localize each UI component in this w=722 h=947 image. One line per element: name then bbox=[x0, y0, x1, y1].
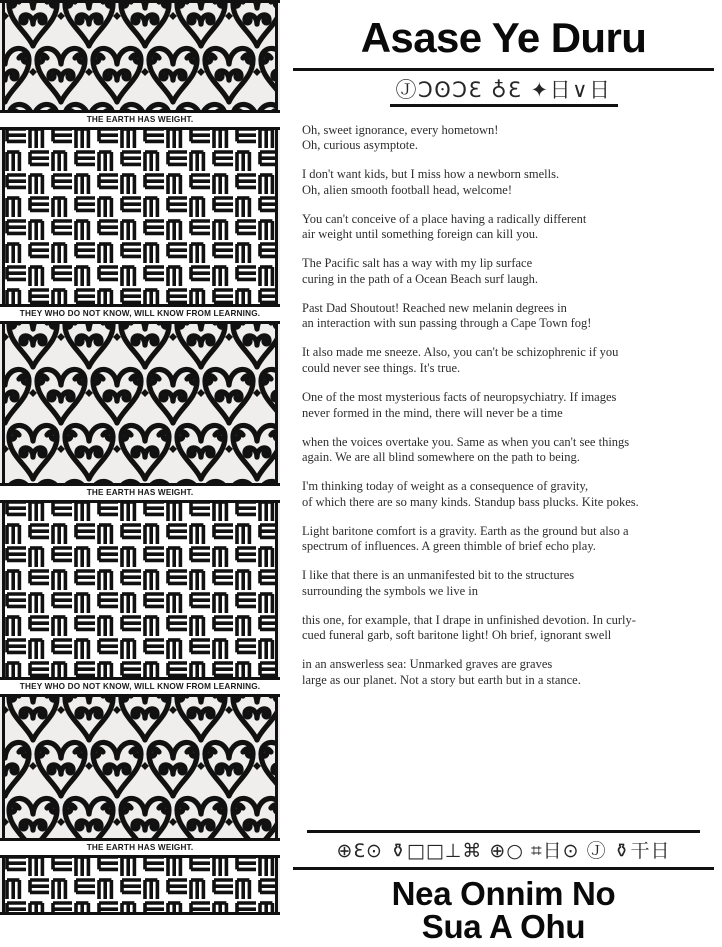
panel-right-rule bbox=[275, 858, 278, 912]
poem-line: never formed in the mind, there will never be a time bbox=[302, 405, 563, 420]
poem-stanza bbox=[302, 167, 706, 198]
poem-line: Oh, alien smooth football head, welcome! bbox=[302, 182, 513, 197]
pattern-panel-asase-ye-duru bbox=[0, 694, 280, 841]
pattern-caption: THEY WHO DO NOT KNOW, WILL KNOW FROM LEARNING. bbox=[19, 682, 261, 691]
poem-line: The Pacific salt has a way with my lip surface bbox=[302, 256, 533, 271]
panel-left-rule bbox=[2, 697, 5, 838]
pattern-caption: THE EARTH HAS WEIGHT. bbox=[86, 115, 194, 124]
asase-ye-duru-pattern-icon bbox=[5, 3, 275, 110]
poem-stanza bbox=[302, 212, 706, 243]
poem-line: You can't conceive of a place having a radically different bbox=[302, 211, 587, 226]
footer-title bbox=[285, 877, 722, 943]
poem-body bbox=[302, 123, 706, 689]
panel-right-rule bbox=[275, 324, 278, 483]
poem-stanza bbox=[302, 657, 706, 688]
footer-bottom-rule bbox=[293, 867, 714, 870]
poem-line: It also made me sneeze. Also, you can't be schizophrenic if you bbox=[302, 345, 619, 360]
nea-onnim-weave-pattern-icon bbox=[5, 130, 275, 304]
poem-line: spectrum of influences. A green thimble of brief echo play. bbox=[302, 539, 596, 554]
pattern-panel-asase-ye-duru bbox=[0, 0, 280, 113]
poem-line: could never see things. It's true. bbox=[302, 360, 461, 375]
panel-left-rule bbox=[2, 130, 5, 304]
poem-stanza bbox=[302, 390, 706, 421]
pattern-block bbox=[0, 855, 280, 915]
pattern-block bbox=[0, 694, 280, 855]
panel-right-rule bbox=[275, 503, 278, 677]
poem-line: air weight until something foreign can kill you. bbox=[302, 227, 539, 242]
text-column bbox=[285, 0, 722, 947]
poem-line: large as our planet. Not a story but earth but in a stance. bbox=[302, 673, 581, 688]
poem-stanza bbox=[302, 345, 706, 376]
poem-line: cued funeral garb, soft baritone light! Oh brief, ignorant swell bbox=[302, 628, 612, 643]
poem-line: I don't want kids, but I miss how a newborn smells. bbox=[302, 167, 560, 182]
poem-line: an interaction with sun passing through a Cape Town fog! bbox=[302, 316, 592, 331]
asase-ye-duru-pattern-icon bbox=[5, 324, 275, 483]
pattern-panel-nea-onnim bbox=[0, 500, 280, 680]
pattern-block bbox=[0, 127, 280, 321]
poem-line: I'm thinking today of weight as a consequence of gravity, bbox=[302, 479, 589, 494]
poem-line: Past Dad Shoutout! Reached new melanin degrees in bbox=[302, 300, 567, 315]
nea-onnim-weave-pattern-icon bbox=[5, 503, 275, 677]
poem-line: surrounding the symbols we live in bbox=[302, 583, 479, 598]
panel-left-rule bbox=[2, 3, 5, 110]
poem-stanza bbox=[302, 435, 706, 466]
title-divider-rule bbox=[293, 68, 714, 71]
footer-title-line-2: Sua A Ohu bbox=[421, 908, 586, 945]
poem-stanza bbox=[302, 479, 706, 510]
poem-stanza bbox=[302, 256, 706, 287]
title-glyph-row: ⒿƆʘƆƐ ♁Ɛ ✦日∨日 bbox=[395, 78, 612, 102]
panel-left-rule bbox=[2, 858, 5, 912]
pattern-caption: THEY WHO DO NOT KNOW, WILL KNOW FROM LEARNING. bbox=[19, 309, 261, 318]
poem-stanza bbox=[302, 301, 706, 332]
pattern-panel-nea-onnim bbox=[0, 855, 280, 915]
nea-onnim-weave-pattern-icon bbox=[5, 858, 275, 912]
pattern-caption: THE EARTH HAS WEIGHT. bbox=[86, 843, 194, 852]
poem-line: I like that there is an unmanifested bit to the structures bbox=[302, 568, 575, 583]
footer-title-line-1: Nea Onnim No bbox=[391, 875, 616, 912]
panel-left-rule bbox=[2, 324, 5, 483]
poem-stanza bbox=[302, 123, 706, 154]
poem-stanza bbox=[302, 613, 706, 644]
page-title: Asase Ye Duru bbox=[360, 14, 647, 61]
footer-glyph-row: ⊕Ɛ⊙ ⚱□□⊥⌘ ⊕○ ⌗日⊙ Ⓙ ⚱干日 bbox=[336, 840, 671, 862]
panel-right-rule bbox=[275, 697, 278, 838]
footer-block bbox=[285, 830, 722, 943]
pattern-panel-asase-ye-duru bbox=[0, 321, 280, 486]
poem-line: Oh, sweet ignorance, every hometown! bbox=[302, 122, 499, 137]
asase-ye-duru-pattern-icon bbox=[5, 697, 275, 838]
poem-line: again. We are all blind somewhere on the path to being. bbox=[302, 450, 580, 465]
panel-right-rule bbox=[275, 3, 278, 110]
poem-stanza bbox=[302, 568, 706, 599]
poem-line: One of the most mysterious facts of neuropsychiatry. If images bbox=[302, 389, 617, 404]
poem-line: when the voices overtake you. Same as when you can't see things bbox=[302, 434, 630, 449]
poem-line: in an answerless sea: Unmarked graves are graves bbox=[302, 657, 553, 672]
pattern-caption: THE EARTH HAS WEIGHT. bbox=[86, 488, 194, 497]
pattern-block bbox=[0, 500, 280, 694]
poem-line: Oh, curious asymptote. bbox=[302, 138, 418, 153]
poem-line: this one, for example, that I drape in unfinished devotion. In curly- bbox=[302, 612, 636, 627]
poem-stanza bbox=[302, 524, 706, 555]
poem-line: curing in the path of a Ocean Beach surf laugh. bbox=[302, 271, 539, 286]
poem-line: of which there are so many kinds. Standup bass plucks. Kite pokes. bbox=[302, 494, 639, 509]
panel-right-rule bbox=[275, 130, 278, 304]
pattern-panel-nea-onnim bbox=[0, 127, 280, 307]
title-glyph-underline-rule bbox=[390, 104, 618, 107]
pattern-block bbox=[0, 0, 280, 127]
panel-left-rule bbox=[2, 503, 5, 677]
pattern-column bbox=[0, 0, 280, 947]
pattern-block bbox=[0, 321, 280, 500]
poem-line: Light baritone comfort is a gravity. Earth as the ground but also a bbox=[302, 523, 629, 538]
footer-top-rule bbox=[307, 830, 700, 833]
